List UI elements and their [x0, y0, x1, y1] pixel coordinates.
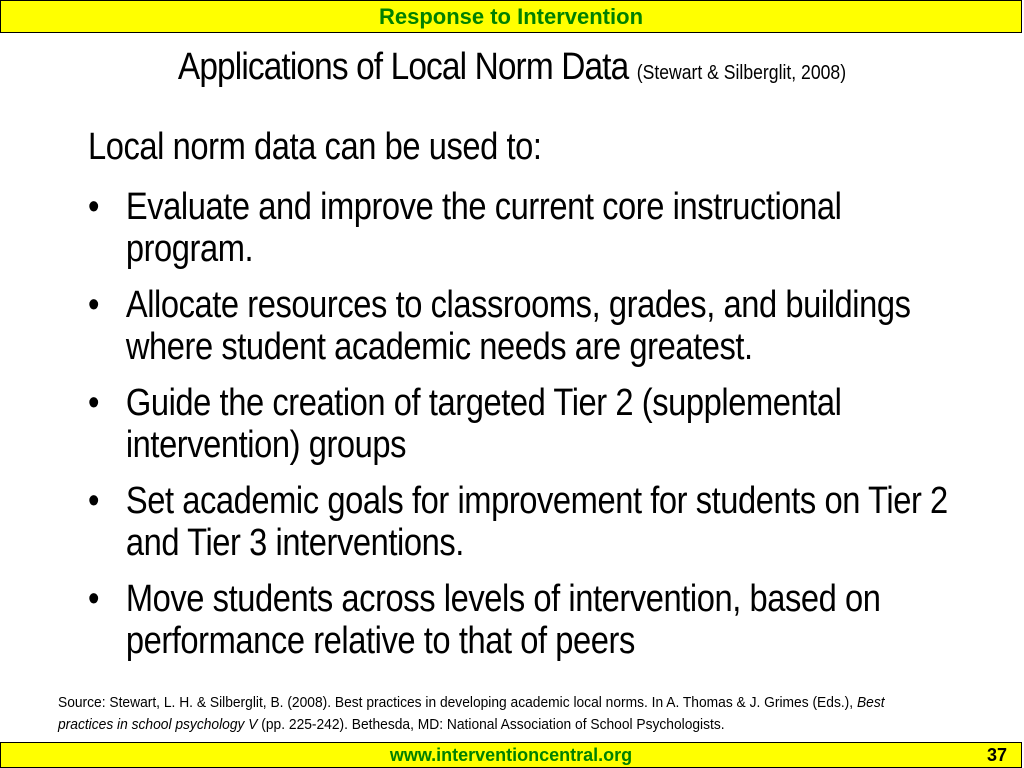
bullet-list: [88, 186, 948, 662]
slide-title-citation: (Stewart & Silberglit, 2008): [636, 62, 847, 84]
bullet-item: [88, 480, 951, 564]
bullet-item: [88, 578, 951, 662]
bullet-item: [88, 186, 951, 270]
top-banner: [0, 0, 1022, 33]
bullet-icon: •: [88, 284, 100, 326]
bullet-item: [88, 382, 951, 466]
bullet-icon: •: [88, 578, 100, 620]
slide-body: [88, 126, 948, 676]
bullet-text: Guide the creation of targeted Tier 2 (supplemental intervention) groups: [125, 382, 842, 466]
bottom-banner: [0, 742, 1022, 768]
banner-title: Response to Intervention: [378, 4, 644, 29]
slide-title-text: Applications of Local Norm Data: [177, 46, 629, 88]
source-suffix: (pp. 225-242). Bethesda, MD: National Association of School Psychologists.: [261, 716, 725, 733]
bullet-text: Set academic goals for improvement for students on Tier 2 and Tier 3 interventions.: [125, 480, 948, 564]
bullet-icon: •: [88, 186, 100, 228]
source-citation: [58, 692, 886, 736]
footer-url[interactable]: www.interventioncentral.org: [389, 745, 633, 765]
bullet-text: Evaluate and improve the current core instructional program.: [125, 186, 842, 270]
bullet-icon: •: [88, 480, 100, 522]
bullet-text: Move students across levels of intervention, based on performance relative to that of peers: [125, 578, 881, 662]
source-book-title: Best practices in school psychology V: [58, 694, 885, 733]
slide-number: 37: [986, 745, 1007, 765]
intro-text: Local norm data can be used to:: [88, 126, 542, 168]
source-prefix: Source: Stewart, L. H. & Silberglit, B. (2008). Best practices in developing academic local norms. In A. Thomas & J. Grimes (Eds.),: [58, 694, 854, 711]
bullet-icon: •: [88, 382, 100, 424]
slide-title: [61, 42, 962, 98]
bullet-item: [88, 284, 951, 368]
bullet-text: Allocate resources to classrooms, grades, and buildings where student academic needs are greatest.: [125, 284, 911, 368]
